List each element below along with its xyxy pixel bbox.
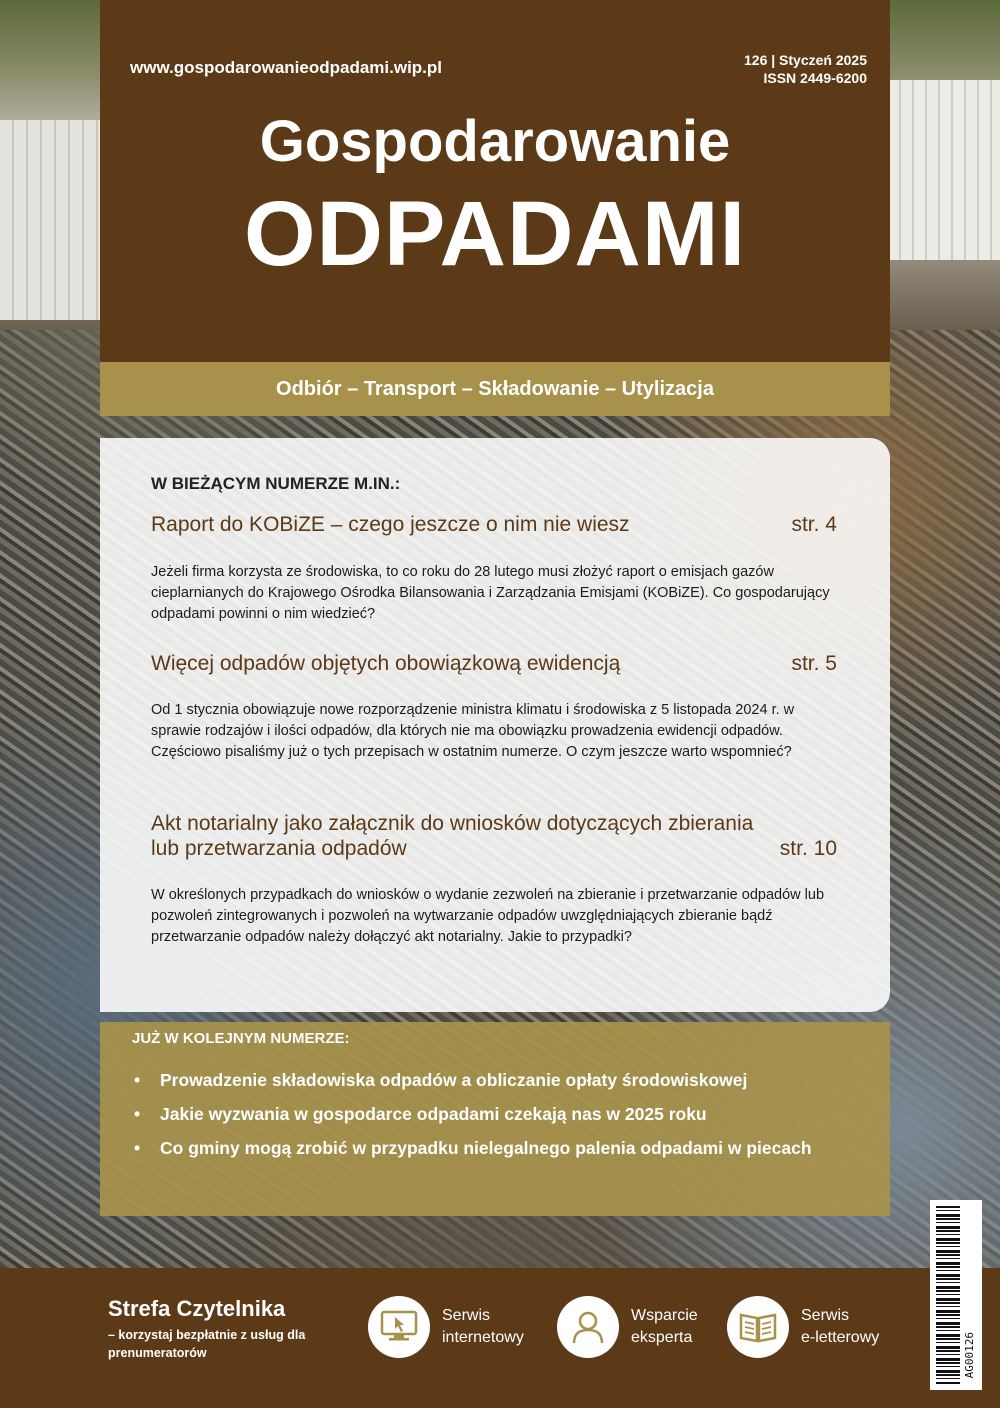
list-item-text: Jakie wyzwania w gospodarce odpadami czekają nas w 2025 roku (160, 1104, 707, 1124)
next-issue-list (132, 1068, 872, 1170)
bullet: • (134, 1104, 141, 1124)
service-newsletter-label (801, 1305, 901, 1349)
open-book-icon (727, 1296, 789, 1358)
list-item-text: Co gminy mogą zrobić w przypadku nielegalnego palenia odpadami w piecach (160, 1138, 812, 1158)
next-issue-heading: JUŻ W KOLEJNYM NUMERZE: (132, 1030, 350, 1047)
person-icon (557, 1296, 619, 1358)
website-url[interactable]: www.gospodarowanieodpadami.wip.pl (130, 58, 443, 77)
article-1-description: Jeżeli firma korzysta ze środowiska, to co roku do 28 lutego musi złożyć raport o emisjach gazów cieplarnianych do Krajowego Ośrodka Bilansowania i Zarządzania Emisjami (KOBiZE). Co gospodarujący odpadami powinni o nim wiedzieć? (151, 564, 830, 622)
issue-info (744, 51, 867, 87)
service-website[interactable] (368, 1296, 542, 1358)
article-3-title-line2: lub przetwarzania odpadów (151, 837, 407, 860)
article-2-page: str. 5 (791, 652, 837, 675)
service-label-line1: Wsparcie (631, 1307, 698, 1324)
issue-number-date: 126 | Styczeń 2025 (744, 52, 867, 68)
article-3-page: str. 10 (779, 837, 837, 860)
magazine-title-line1: Gospodarowanie (259, 109, 731, 174)
article-2-description: Od 1 stycznia obowiązuje nowe rozporządzenie ministra klimatu i środowiska z 5 listopada 2024 r. w sprawie rodzajów i ilości odpadów, dla których nie ma obowiązku prowadzenia ewidencji odpadów. Częściowo pisaliśmy już o tych przepisach w ostatnim numerze. O czym jeszcze warto wspomnieć? (151, 702, 795, 760)
magazine-title-line2: ODPADAMI (243, 183, 747, 285)
computer-cursor-icon (368, 1296, 430, 1358)
barcode (930, 1200, 982, 1390)
service-label-line2: e-letterowy (801, 1329, 880, 1346)
service-expert-support[interactable] (557, 1296, 731, 1358)
issn: ISSN 2449-6200 (763, 70, 867, 86)
service-expert-label (631, 1305, 731, 1349)
service-newsletter[interactable] (727, 1296, 901, 1358)
list-item (132, 1102, 872, 1126)
contents-heading: W BIEŻĄCYM NUMERZE M.IN.: (151, 474, 401, 493)
strefa-subtitle: – korzystaj bezpłatnie z usług dla prenumeratorów (108, 1328, 306, 1360)
tagline-band (100, 362, 890, 416)
article-1-title-text: Raport do KOBiZE – czego jeszcze o nim nie wiesz (151, 513, 630, 536)
article-3-title-line1: Akt notarialny jako załącznik do wniosków dotyczących zbierania (151, 812, 754, 835)
article-3-description: W określonych przypadkach do wniosków o wydanie zezwoleń na zbieranie i przetwarzanie odpadów lub pozwoleń zintegrowanych i pozwoleń na wytwarzanie odpadów uwzględniających zbieranie bądź przetwarzanie odpadów należy dołączyć akt notarialny. Jakie to przypadki? (151, 887, 825, 945)
tagline: Odbiór – Transport – Składowanie – Utylizacja (276, 377, 714, 400)
article-1-title (151, 512, 837, 537)
article-3-title (151, 811, 837, 861)
bullet: • (134, 1138, 141, 1158)
list-item-text: Prowadzenie składowiska odpadów a obliczanie opłaty środowiskowej (160, 1070, 748, 1090)
barcode-bars (936, 1206, 960, 1384)
barcode-text: AG00126 (963, 1331, 976, 1378)
list-item (132, 1068, 872, 1092)
bullet: • (134, 1070, 141, 1090)
service-label-line2: internetowy (442, 1329, 524, 1346)
service-label-line1: Serwis (801, 1307, 850, 1324)
article-1-page: str. 4 (791, 513, 837, 536)
service-label-line2: eksperta (631, 1329, 693, 1346)
service-website-label (442, 1305, 542, 1349)
article-2-title (151, 651, 837, 676)
list-item (132, 1136, 872, 1160)
service-label-line1: Serwis (442, 1307, 491, 1324)
fence-left (0, 120, 100, 320)
article-2-title-text: Więcej odpadów objętych obowiązkową ewidencją (151, 652, 621, 675)
strefa-title: Strefa Czytelnika (108, 1296, 286, 1321)
fence-right (888, 80, 1000, 260)
